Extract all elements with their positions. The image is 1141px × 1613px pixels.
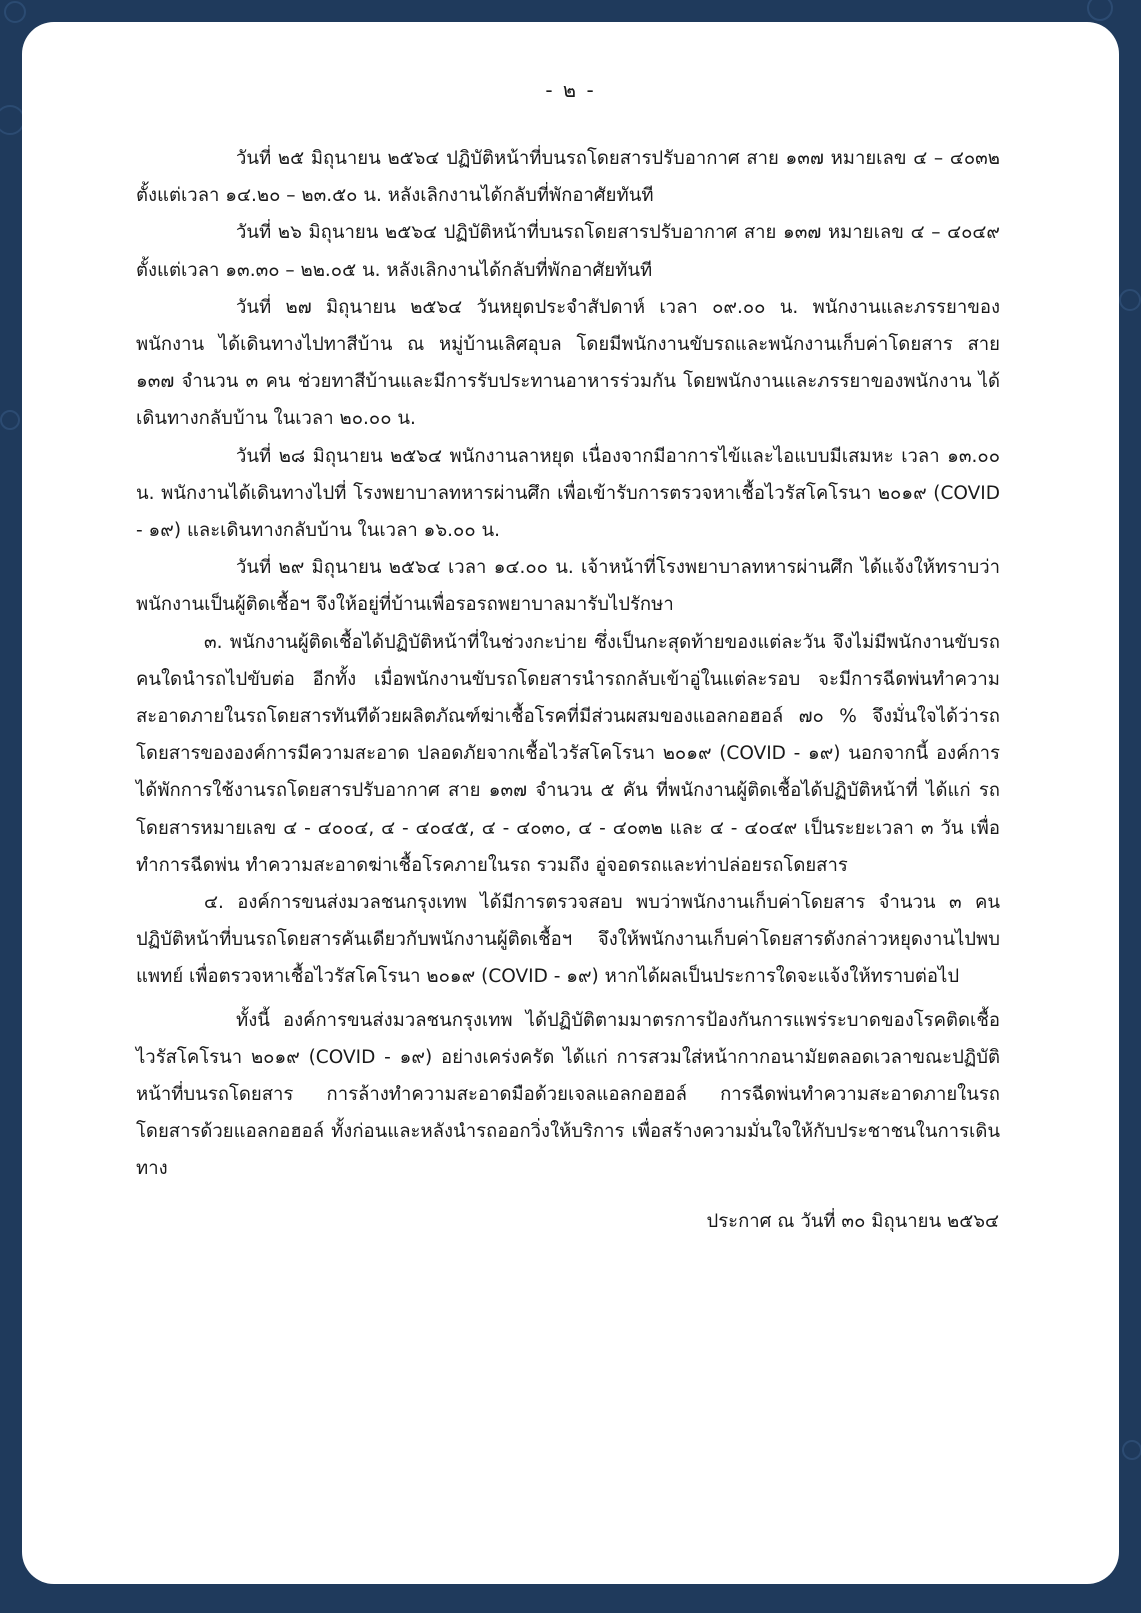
paragraph-june-29: วันที่ ๒๙ มิถุนายน ๒๕๖๔ เวลา ๑๔.๐๐ น. เจ้าหน้าที่โรงพยาบาลทหารผ่านศึก ได้แจ้งให้ทราบว่า พนักงานเป็นผู้ติดเชื้อฯ จึงให้อยู่ที่บ้านเพื่อรอรถพยาบาลมารับไปรักษา <box>136 557 1000 616</box>
paragraph-june-26: วันที่ ๒๖ มิถุนายน ๒๕๖๔ ปฏิบัติหน้าที่บนรถโดยสารปรับอากาศ สาย ๑๓๗ หมายเลข ๔ – ๔๐๔๙ ตั้งแต่เวลา ๑๓.๓๐ – ๒๒.๐๕ น. หลังเลิกงานได้กลับที่พักอาศัยทันที <box>136 222 1000 281</box>
page-number: - ๒ - <box>545 78 596 102</box>
paragraph-june-25: วันที่ ๒๕ มิถุนายน ๒๕๖๔ ปฏิบัติหน้าที่บนรถโดยสารปรับอากาศ สาย ๑๓๗ หมายเลข ๔ – ๔๐๓๒ ตั้งแต่เวลา ๑๔.๒๐ – ๒๓.๕๐ น. หลังเลิกงานได้กลับที่พักอาศัยทันที <box>136 148 1000 207</box>
paragraph-item-4: ๔. องค์การขนส่งมวลชนกรุงเทพ ได้มีการตรวจสอบ พบว่าพนักงานเก็บค่าโดยสาร จำนวน ๓ คน ปฏิบัติหน้าที่บนรถโดยสารคันเดียวกับพนักงานผู้ติดเชื้อฯ จึงให้พนักงานเก็บค่าโดยสารดังกล่าวหยุดงานไปพบแพทย์ เพื่อตรวจหาเชื้อไวรัสโคโรนา ๒๐๑๙ (COVID - ๑๙) หากได้ผลเป็นประการใดจะแจ้งให้ทราบต่อไป <box>136 892 1000 988</box>
paragraph-june-27: วันที่ ๒๗ มิถุนายน ๒๕๖๔ วันหยุดประจำสัปดาห์ เวลา ๐๙.๐๐ น. พนักงานและภรรยาของพนักงาน ได้เดินทางไปทาสีบ้าน ณ หมู่บ้านเลิศอุบล โดยมีพนักงานขับรถและพนักงานเก็บค่าโดยสาร สาย ๑๓๗ จำนวน ๓ คน ช่วยทาสีบ้านและมีการรับประทานอาหารร่วมกัน โดยพนักงานและภรรยาของพนักงาน ได้เดินทางกลับบ้าน ในเวลา ๒๐.๐๐ น. <box>136 296 1000 430</box>
paragraph-june-28: วันที่ ๒๘ มิถุนายน ๒๕๖๔ พนักงานลาหยุด เนื่องจากมีอาการไข้และไอแบบมีเสมหะ เวลา ๑๓.๐๐ น. พนักงานได้เดินทางไปที่ โรงพยาบาลทหารผ่านศึก เพื่อเข้ารับการตรวจหาเชื้อไวรัสโคโรนา ๒๐๑๙ (COVID - ๑๙) และเดินทางกลับบ้าน ในเวลา ๑๖.๐๐ น. <box>136 445 1000 542</box>
paragraph-summary: ทั้งนี้ องค์การขนส่งมวลชนกรุงเทพ ได้ปฏิบัติตามมาตรการป้องกันการแพร่ระบาดของโรคติดเชื้อไวรัสโคโรนา ๒๐๑๙ (COVID - ๑๙) อย่างเคร่งครัด ได้แก่ การสวมใส่หน้ากากอนามัยตลอดเวลาขณะปฏิบัติหน้าที่บนรถโดยสาร การล้างทำความสะอาดมือด้วยเจลแอลกอฮอล์ การฉีดพ่นทำความสะอาดภายในรถโดยสารด้วยแอลกอฮอล์ ทั้งก่อนและหลังนำรถออกวิ่งให้บริการ เพื่อสร้างความมั่นใจให้กับประชาชนในการเดินทาง <box>136 1009 1000 1180</box>
document-body <box>136 140 1000 1188</box>
announcement-date: ประกาศ ณ วันที่ ๓๐ มิถุนายน ๒๕๖๔ <box>706 1211 999 1232</box>
paragraph-item-3: ๓. พนักงานผู้ติดเชื้อได้ปฏิบัติหน้าที่ในช่วงกะบ่าย ซึ่งเป็นกะสุดท้ายของแต่ละวัน จึงไม่มีพนักงานขับรถคนใดนำรถไปขับต่อ อีกทั้ง เมื่อพนักงานขับรถโดยสารนำรถกลับเข้าอู่ในแต่ละรอบ จะมีการฉีดพ่นทำความสะอาดภายในรถโดยสารทันทีด้วยผลิตภัณฑ์ฆ่าเชื้อโรคที่มีส่วนผสมของแอลกอฮอล์ ๗๐ % จึงมั่นใจได้ว่ารถโดยสารขององค์การมีความสะอาด ปลอดภัยจากเชื้อไวรัสโคโรนา ๒๐๑๙ (COVID - ๑๙) นอกจากนี้ องค์การได้พักการใช้งานรถโดยสารปรับอากาศ สาย ๑๓๗ จำนวน ๕ คัน ที่พนักงานผู้ติดเชื้อได้ปฏิบัติหน้าที่ ได้แก่ รถโดยสารหมายเลข ๔ - ๔๐๐๔, ๔ - ๔๐๔๕, ๔ - ๔๐๓๐, ๔ - ๔๐๓๒ และ ๔ - ๔๐๔๙ เป็นระยะเวลา ๓ วัน เพื่อทำการฉีดพ่น ทำความสะอาดฆ่าเชื้อโรคภายในรถ รวมถึง อู่จอดรถและท่าปล่อยรถโดยสาร <box>136 631 1000 876</box>
document-page <box>22 22 1119 1584</box>
